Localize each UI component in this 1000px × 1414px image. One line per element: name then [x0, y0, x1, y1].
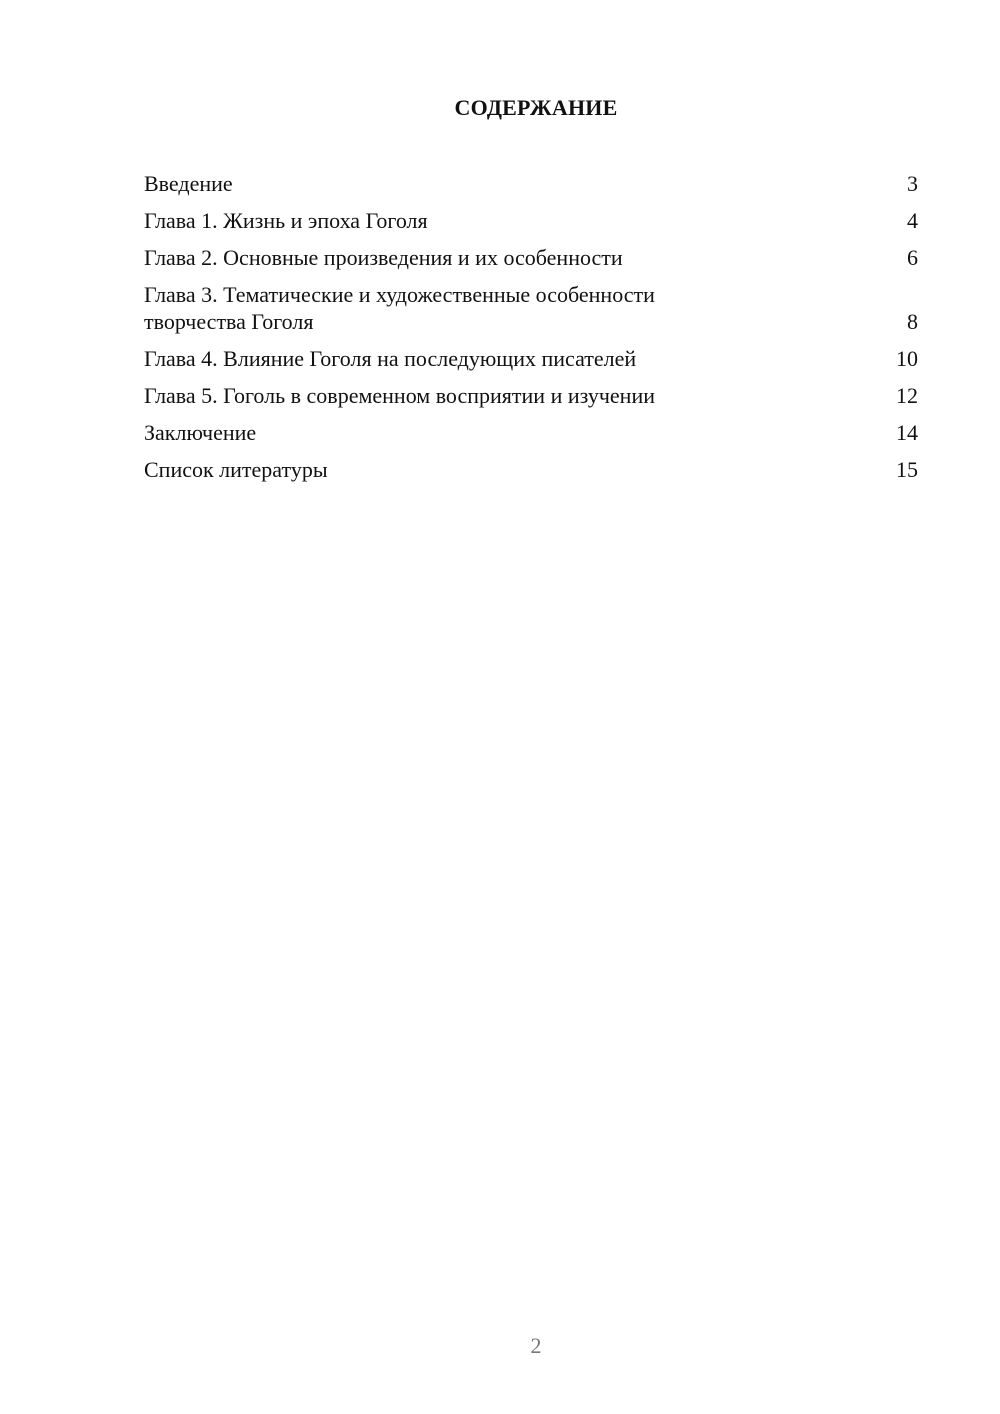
toc-entry-page: 10: [896, 346, 918, 371]
toc-entry-page: 4: [907, 208, 918, 233]
toc-entry-label: Глава 3. Тематические и художественные особенности творчества Гоголя: [144, 282, 655, 334]
toc-entry-page: 3: [907, 171, 918, 196]
toc-entry-chapter-4: [144, 345, 918, 372]
toc-entry-chapter-2: [144, 244, 918, 271]
toc-entry-page: 15: [896, 457, 918, 482]
toc-entry-label: Заключение: [144, 420, 257, 445]
page-number: 2: [530, 1333, 542, 1358]
table-of-contents: [144, 170, 918, 493]
toc-entry-label: Список литературы: [144, 457, 328, 482]
toc-entry-introduction: [144, 170, 918, 197]
toc-entry-label: Глава 4. Влияние Гоголя на последующих писателей: [144, 346, 637, 371]
toc-entry-label: Введение: [144, 171, 233, 196]
toc-entry-chapter-5: [144, 382, 918, 409]
toc-entry-chapter-1: [144, 207, 918, 234]
toc-entry-page: 8: [907, 309, 918, 334]
toc-entry-label: Глава 2. Основные произведения и их особенности: [144, 245, 623, 270]
toc-entry-label: Глава 1. Жизнь и эпоха Гоголя: [144, 208, 428, 233]
toc-entry-page: 12: [896, 383, 918, 408]
toc-title: СОДЕРЖАНИЕ: [454, 95, 618, 120]
toc-entry-page: 6: [907, 245, 918, 270]
toc-entry-references: [144, 456, 918, 483]
toc-entry-page: 14: [896, 420, 918, 445]
toc-entry-chapter-3: [144, 281, 918, 335]
toc-entry-conclusion: [144, 419, 918, 446]
toc-entry-label: Глава 5. Гоголь в современном восприятии и изучении: [144, 383, 655, 408]
